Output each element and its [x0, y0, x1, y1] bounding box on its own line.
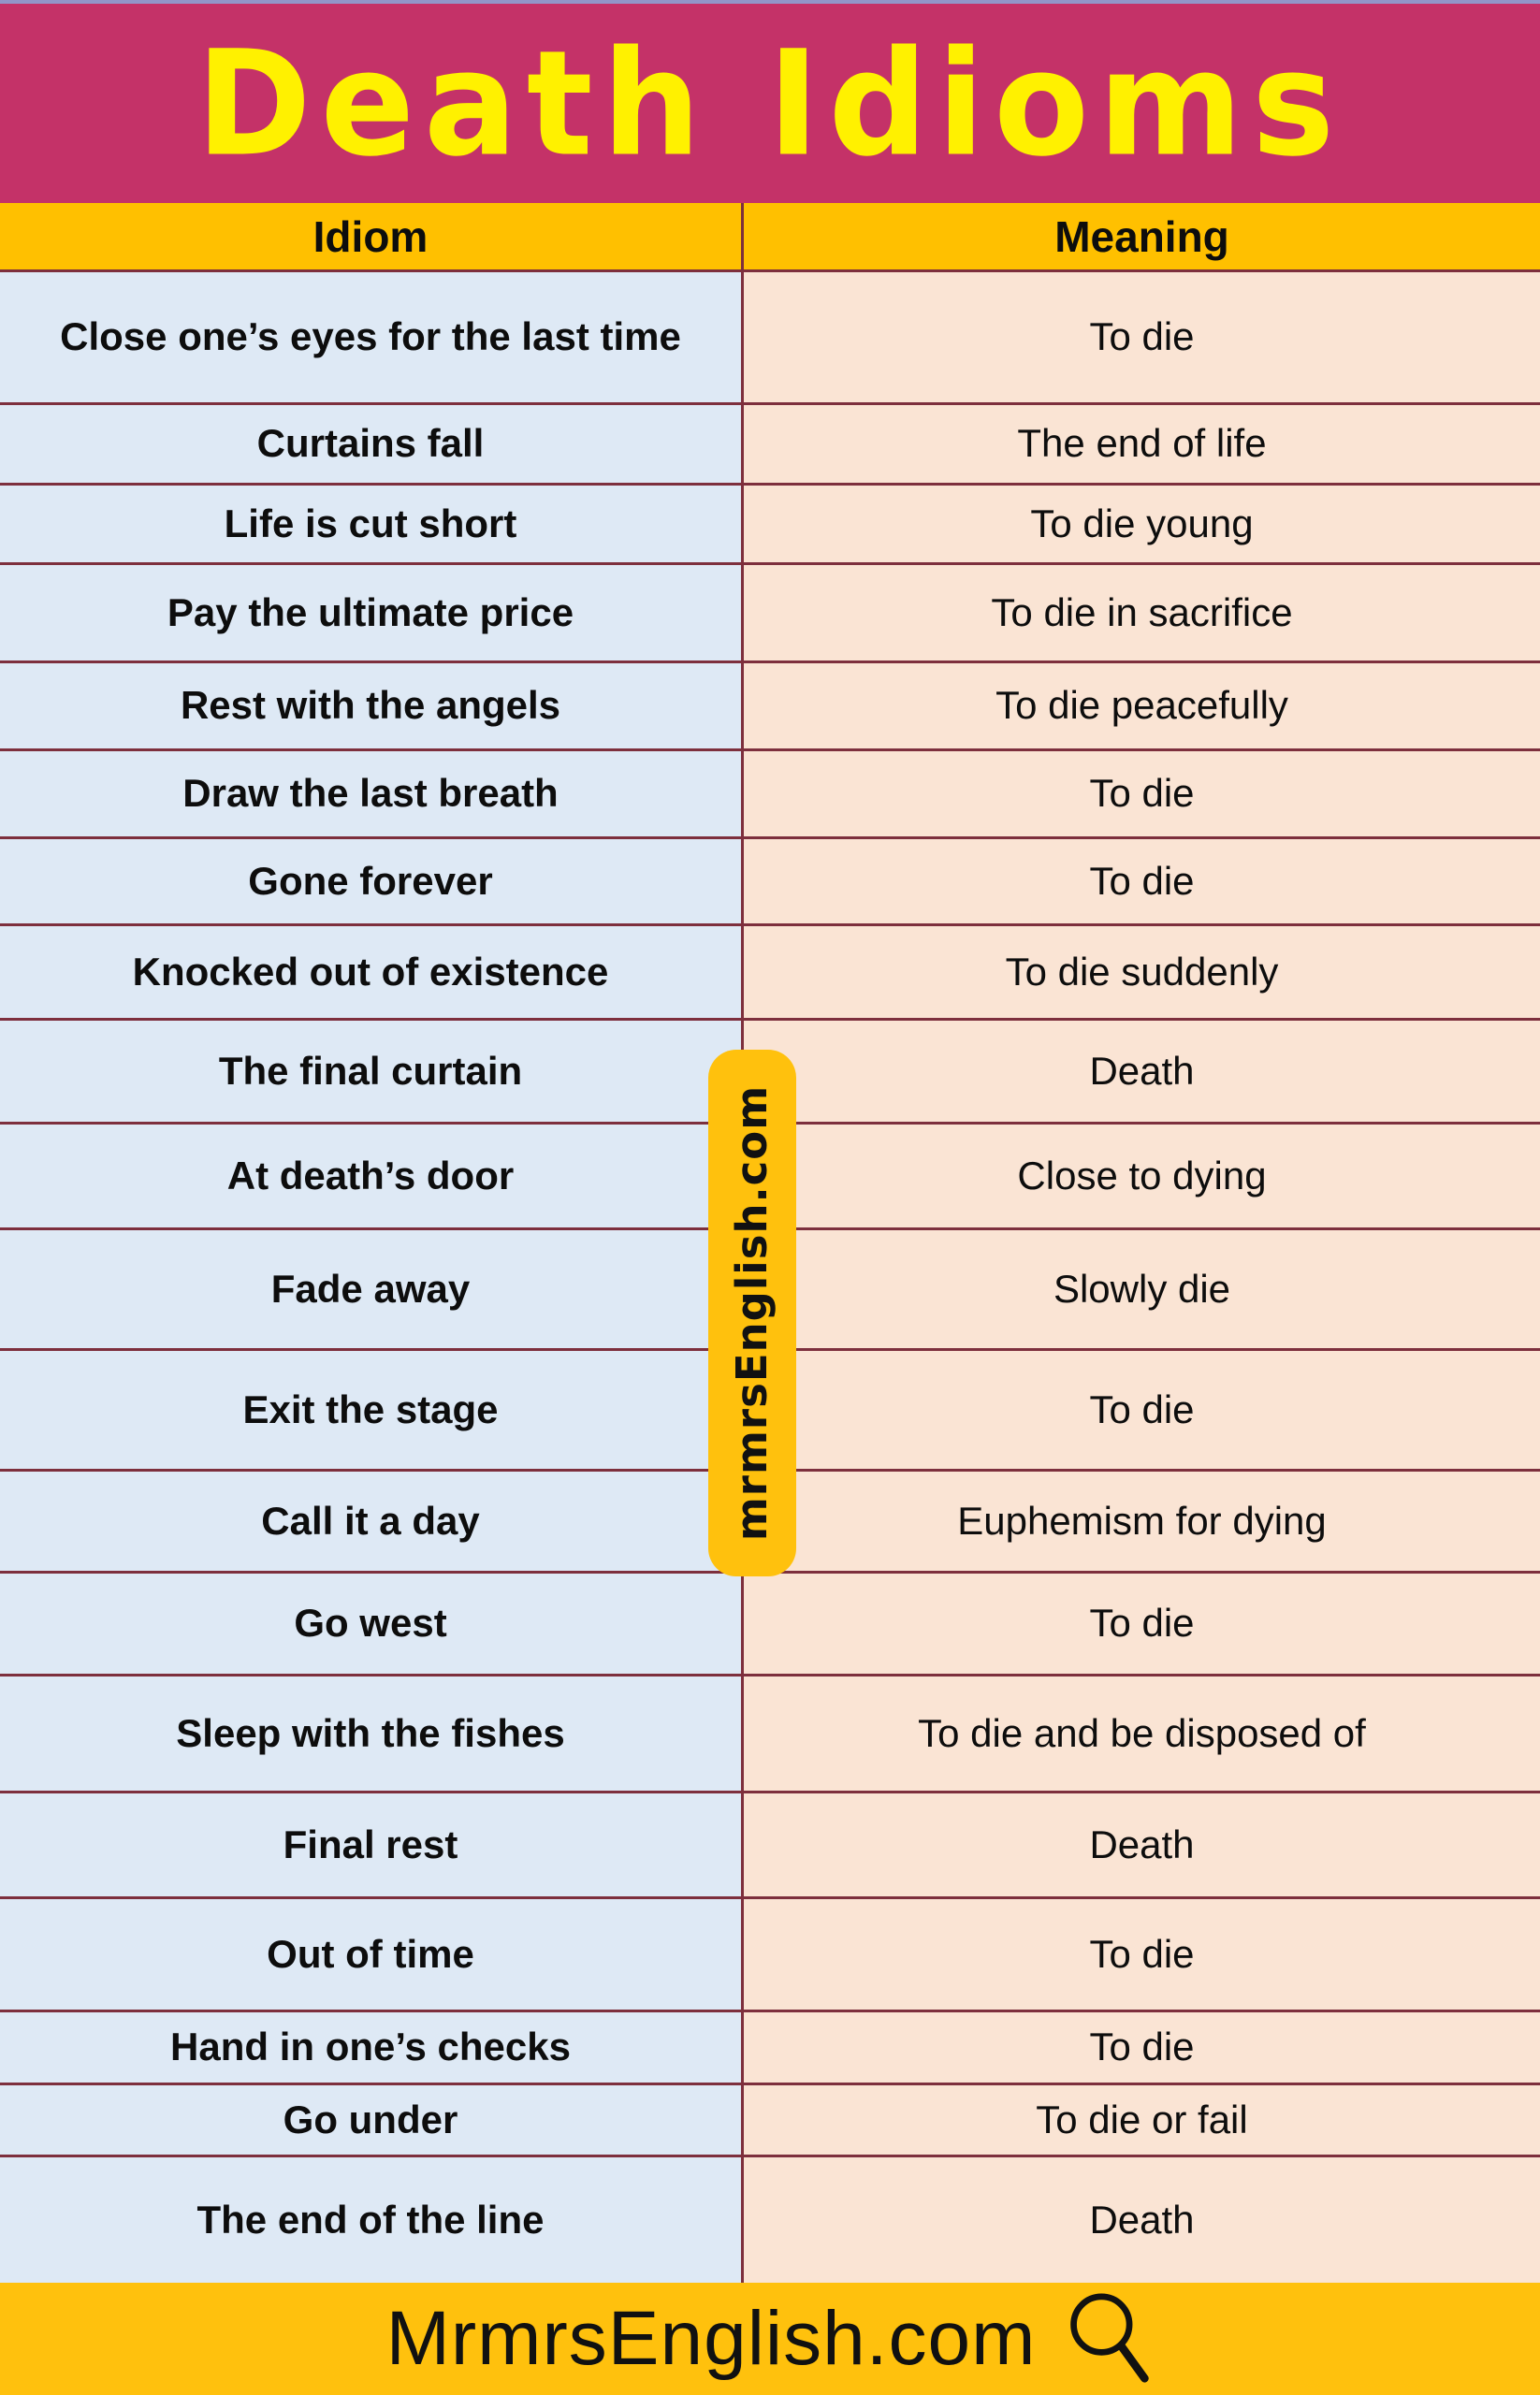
meaning-cell: Slowly die [744, 1230, 1540, 1348]
meaning-cell: To die or fail [744, 2085, 1540, 2155]
meaning-cell: Death [744, 1793, 1540, 1896]
idiom-cell: Go west [0, 1574, 744, 1674]
magnifier-icon [1064, 2290, 1154, 2388]
table-row [0, 2085, 1540, 2157]
idiom-cell: Fade away [0, 1230, 744, 1348]
idiom-cell: Sleep with the fishes [0, 1676, 744, 1791]
idiom-cell: Call it a day [0, 1472, 744, 1571]
idiom-cell: Draw the last breath [0, 751, 744, 836]
idiom-cell: Curtains fall [0, 405, 744, 483]
idiom-cell: Exit the stage [0, 1351, 744, 1469]
table-row [0, 2157, 1540, 2283]
meaning-cell: Death [744, 2157, 1540, 2283]
idiom-cell: Out of time [0, 1899, 744, 2010]
table-row [0, 405, 1540, 486]
column-header-idiom: Idiom [0, 203, 744, 269]
meaning-cell: Euphemism for dying [744, 1472, 1540, 1571]
title-banner [0, 0, 1540, 203]
table-row [0, 1574, 1540, 1676]
table-row [0, 839, 1540, 926]
footer-bar [0, 2283, 1540, 2395]
meaning-cell: To die [744, 2012, 1540, 2083]
meaning-cell: To die [744, 272, 1540, 402]
idiom-cell: The end of the line [0, 2157, 744, 2283]
table-row [0, 1899, 1540, 2012]
meaning-cell: To die young [744, 486, 1540, 562]
idiom-cell: Final rest [0, 1793, 744, 1896]
footer-site-label: MrmrsEnglish.com [385, 2296, 1037, 2381]
idiom-cell: Pay the ultimate price [0, 565, 744, 660]
meaning-cell: To die [744, 1899, 1540, 2010]
watermark-text: mrmrsEnglish.com [727, 1084, 777, 1542]
page-title: Death Idioms [196, 19, 1344, 188]
table-row [0, 751, 1540, 839]
idiom-cell: At death’s door [0, 1125, 744, 1227]
table-row [0, 1793, 1540, 1899]
idiom-cell: Go under [0, 2085, 744, 2155]
meaning-cell: The end of life [744, 405, 1540, 483]
idiom-cell: The final curtain [0, 1021, 744, 1122]
meaning-cell: To die [744, 1574, 1540, 1674]
column-header-meaning: Meaning [1054, 211, 1229, 261]
meaning-cell: To die [744, 1351, 1540, 1469]
table-row [0, 486, 1540, 565]
table-row [0, 663, 1540, 751]
meaning-cell: To die [744, 839, 1540, 923]
idiom-cell: Rest with the angels [0, 663, 744, 748]
table-row [0, 2012, 1540, 2085]
idiom-cell: Gone forever [0, 839, 744, 923]
idiom-cell: Close one’s eyes for the last time [0, 272, 744, 402]
meaning-cell: Death [744, 1021, 1540, 1122]
watermark-ribbon [708, 1050, 796, 1576]
meaning-cell: To die peacefully [744, 663, 1540, 748]
idiom-cell: Life is cut short [0, 486, 744, 562]
meaning-cell: Close to dying [744, 1125, 1540, 1227]
table-row [0, 1676, 1540, 1793]
table-row [0, 272, 1540, 405]
table-row [0, 926, 1540, 1021]
meaning-cell: To die suddenly [744, 926, 1540, 1018]
table-row [0, 565, 1540, 663]
table-header-row [0, 203, 1540, 272]
idiom-cell: Hand in one’s checks [0, 2012, 744, 2083]
meaning-cell: To die in sacrifice [744, 565, 1540, 660]
meaning-cell: To die [744, 751, 1540, 836]
meaning-cell: To die and be disposed of [744, 1676, 1540, 1791]
idiom-cell: Knocked out of existence [0, 926, 744, 1018]
